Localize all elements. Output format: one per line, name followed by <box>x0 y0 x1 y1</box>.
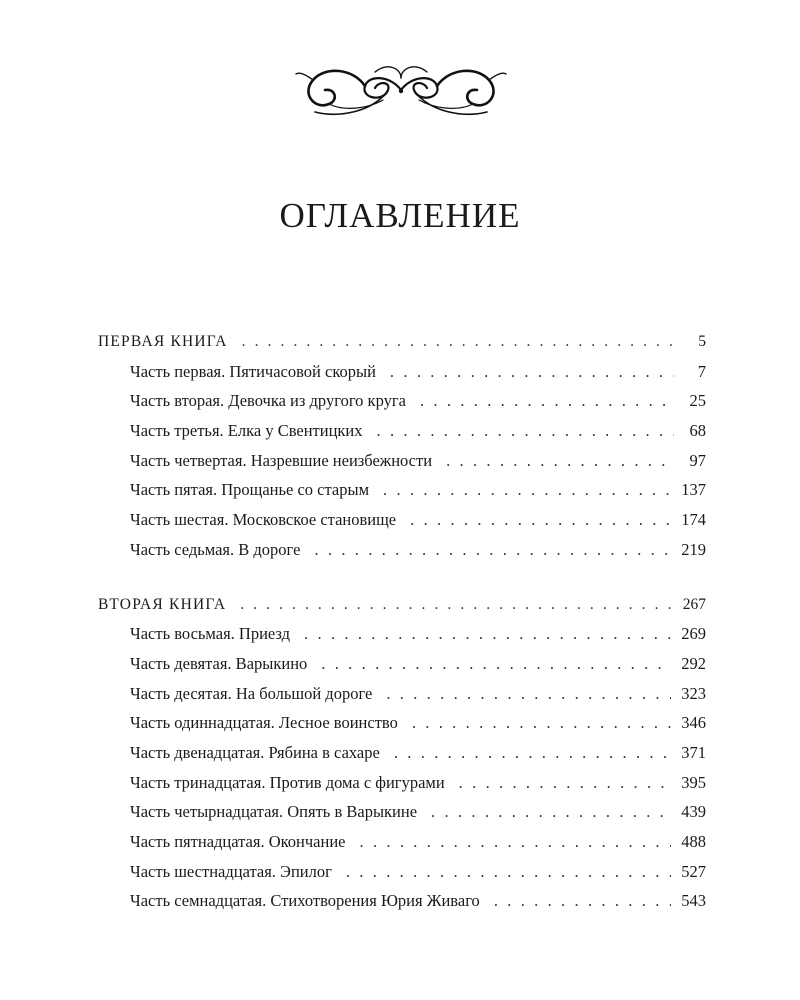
toc-part-entry[interactable] <box>98 535 706 565</box>
toc-part-entry[interactable] <box>98 475 706 505</box>
toc-part-entry[interactable] <box>98 416 706 446</box>
toc-page-number: 371 <box>681 742 706 762</box>
toc-page-number: 323 <box>681 683 706 703</box>
toc-part-label: Часть десятая. На большой дороге <box>130 683 373 703</box>
toc-page-number: 97 <box>689 450 706 470</box>
toc-part-entry[interactable] <box>98 708 706 738</box>
page-title: ОГЛАВЛЕНИЕ <box>279 196 521 235</box>
dot-leader <box>242 327 674 357</box>
toc-part-entry[interactable] <box>98 649 706 679</box>
toc-part-label: Часть пятнадцатая. Окончание <box>130 832 346 851</box>
section-gap <box>98 565 706 590</box>
toc-part-label: Часть третья. Елка у Свентицких <box>130 421 363 441</box>
dot-leader <box>383 475 671 505</box>
toc-page-number: 439 <box>681 802 706 822</box>
toc-part-label: Часть тринадцатая. Против дома с фигурами <box>130 772 445 792</box>
toc-page-number: 174 <box>681 510 706 530</box>
toc-page-number: 68 <box>689 421 706 441</box>
toc-part-label: Часть восьмая. Приезд <box>130 624 291 644</box>
toc-part-entry[interactable] <box>98 857 706 887</box>
toc-page-number: 219 <box>681 539 706 559</box>
dot-leader <box>446 446 674 476</box>
toc-part-label: Часть семнадцатая. Стихотворения Юрия Живаго <box>130 891 480 911</box>
toc-page-number: 292 <box>681 653 706 673</box>
dot-leader <box>360 827 672 857</box>
toc-part-label: Часть седьмая. В дороге <box>130 539 301 559</box>
toc-part-label: Часть одиннадцатая. Лесное воинство <box>130 713 398 733</box>
toc-page-number: 527 <box>681 861 706 881</box>
dot-leader <box>386 679 671 709</box>
toc-part-label: Часть первая. Пятичасовой скорый <box>130 361 376 381</box>
toc-part-label: Часть четвертая. Назревшие неизбежности <box>130 450 433 470</box>
dot-leader <box>420 386 674 416</box>
toc-part-entry[interactable] <box>98 446 706 476</box>
toc-page-number: 137 <box>681 480 706 500</box>
dot-leader <box>377 416 674 446</box>
dot-leader <box>412 708 671 738</box>
toc-part-label: Часть четырнадцатая. Опять в Варыкине <box>130 802 418 822</box>
toc-book-label: ВТОРАЯ КНИГА <box>98 595 227 613</box>
toc-page-number: 7 <box>697 361 706 381</box>
toc-part-entry[interactable] <box>98 357 706 387</box>
dot-leader <box>459 768 672 798</box>
toc-book-entry[interactable] <box>98 327 706 357</box>
dot-leader <box>240 590 673 620</box>
toc-part-label: Часть вторая. Девочка из другого круга <box>130 391 406 411</box>
toc-part-label: Часть двенадцатая. Рябина в сахаре <box>130 742 380 762</box>
toc-part-entry[interactable] <box>98 619 706 649</box>
table-of-contents <box>98 327 706 916</box>
toc-part-entry[interactable] <box>98 797 706 827</box>
toc-page-number: 269 <box>681 624 706 644</box>
dot-leader <box>390 357 674 387</box>
toc-part-entry[interactable] <box>98 505 706 535</box>
dot-leader <box>410 505 671 535</box>
toc-page-number: 346 <box>681 713 706 733</box>
toc-page-number: 25 <box>689 391 706 411</box>
toc-part-label: Часть шестая. Московское становище <box>130 510 397 530</box>
toc-page-number: 488 <box>681 832 706 851</box>
dot-leader <box>314 535 671 565</box>
dot-leader <box>494 886 671 916</box>
dot-leader <box>346 857 671 887</box>
toc-part-entry[interactable] <box>98 827 706 857</box>
toc-part-entry[interactable] <box>98 738 706 768</box>
flourish-ornament-icon <box>295 60 507 122</box>
toc-page-number: 395 <box>681 772 706 792</box>
dot-leader <box>304 619 671 649</box>
toc-part-entry[interactable] <box>98 886 706 916</box>
toc-page-number: 543 <box>681 891 706 911</box>
dot-leader <box>394 738 671 768</box>
dot-leader <box>431 797 671 827</box>
toc-page-number: 267 <box>682 595 706 613</box>
dot-leader <box>321 649 671 679</box>
toc-book-label: ПЕРВАЯ КНИГА <box>98 333 228 350</box>
toc-part-entry[interactable] <box>98 768 706 798</box>
toc-part-label: Часть девятая. Варыкино <box>130 653 308 673</box>
toc-part-entry[interactable] <box>98 386 706 416</box>
toc-part-entry[interactable] <box>98 679 706 709</box>
toc-page-number: 5 <box>698 333 706 350</box>
toc-part-label: Часть пятая. Прощанье со старым <box>130 480 370 500</box>
toc-book-entry[interactable] <box>98 590 706 620</box>
toc-part-label: Часть шестнадцатая. Эпилог <box>130 861 332 881</box>
